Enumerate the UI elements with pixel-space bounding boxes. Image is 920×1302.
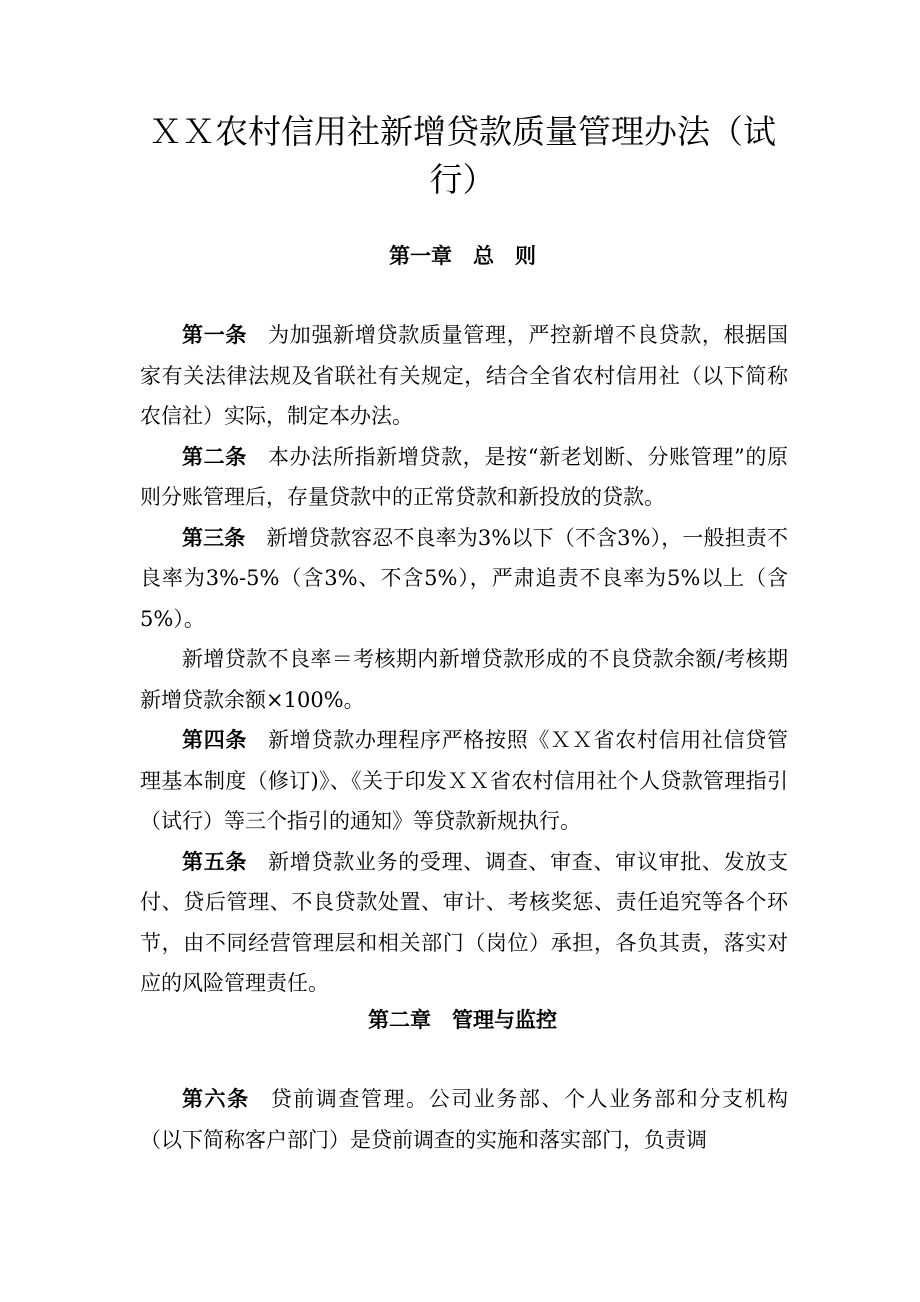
article-label: 第四条: [182, 728, 248, 752]
article-paragraph: [140, 1079, 788, 1160]
article-text: 新增贷款容忍不良率为3%以下（不含3%），一般担责不良率为3%-5%（含3%、不含5%），严肃追责不良率为5%以上（含5%）。: [140, 525, 788, 631]
formula-text: 新增贷款不良率＝考核期内新增贷款形成的不良贷款余额/考核期新增贷款余额×100%。: [140, 647, 788, 712]
document-title: ＸＸ农村信用社新增贷款质量管理办法（试行）: [149, 112, 776, 199]
chapter-one-body: [140, 315, 788, 1004]
article-paragraph: [140, 842, 788, 1004]
article-paragraph: [140, 518, 788, 640]
article-label: 第二条: [182, 444, 247, 469]
article-label: 第六条: [182, 1087, 250, 1111]
chapter-two-body: [140, 1079, 788, 1160]
formula-paragraph: [140, 639, 788, 720]
article-text: 为加强新增贷款质量管理，严控新增不良贷款，根据国家有关法律法规及省联社有关规定，结合全省农村信用社（以下简称农信社）实际，制定本办法。: [140, 323, 788, 428]
article-label: 第一条: [182, 323, 248, 347]
article-paragraph: [140, 720, 788, 842]
article-text: 本办法所指新增贷款，是按“新老划断、分账管理”的原则分账管理后，存量贷款中的正常贷款和新投放的贷款。: [140, 444, 788, 509]
article-text: 贷前调查管理。公司业务部、个人业务部和分支机构（以下简称客户部门）是贷前调查的实施和落实部门，负责调: [140, 1087, 789, 1152]
article-label: 第五条: [182, 849, 248, 874]
article-paragraph: [140, 315, 788, 437]
article-paragraph: [140, 437, 788, 518]
chapter-heading-general-provisions: 第一章 总 则: [389, 244, 536, 268]
article-text: 新增贷款办理程序严格按照《ＸＸ省农村信用社信贷管理基本制度（修订)》、《关于印发ＸＸ省农村信用社个人贷款管理指引（试行）等三个指引的通知》等贷款新规执行。: [140, 728, 788, 833]
chapter-heading-management: 第二章 管理与监控: [368, 1008, 557, 1032]
article-label: 第三条: [182, 525, 246, 550]
article-text: 新增贷款业务的受理、调查、审查、审议审批、发放支付、贷后管理、不良贷款处置、审计、考核奖惩、责任追究等各个环节，由不同经营管理层和相关部门（岗位）承担，各负其责，落实对应的风险管理责任。: [140, 849, 788, 995]
